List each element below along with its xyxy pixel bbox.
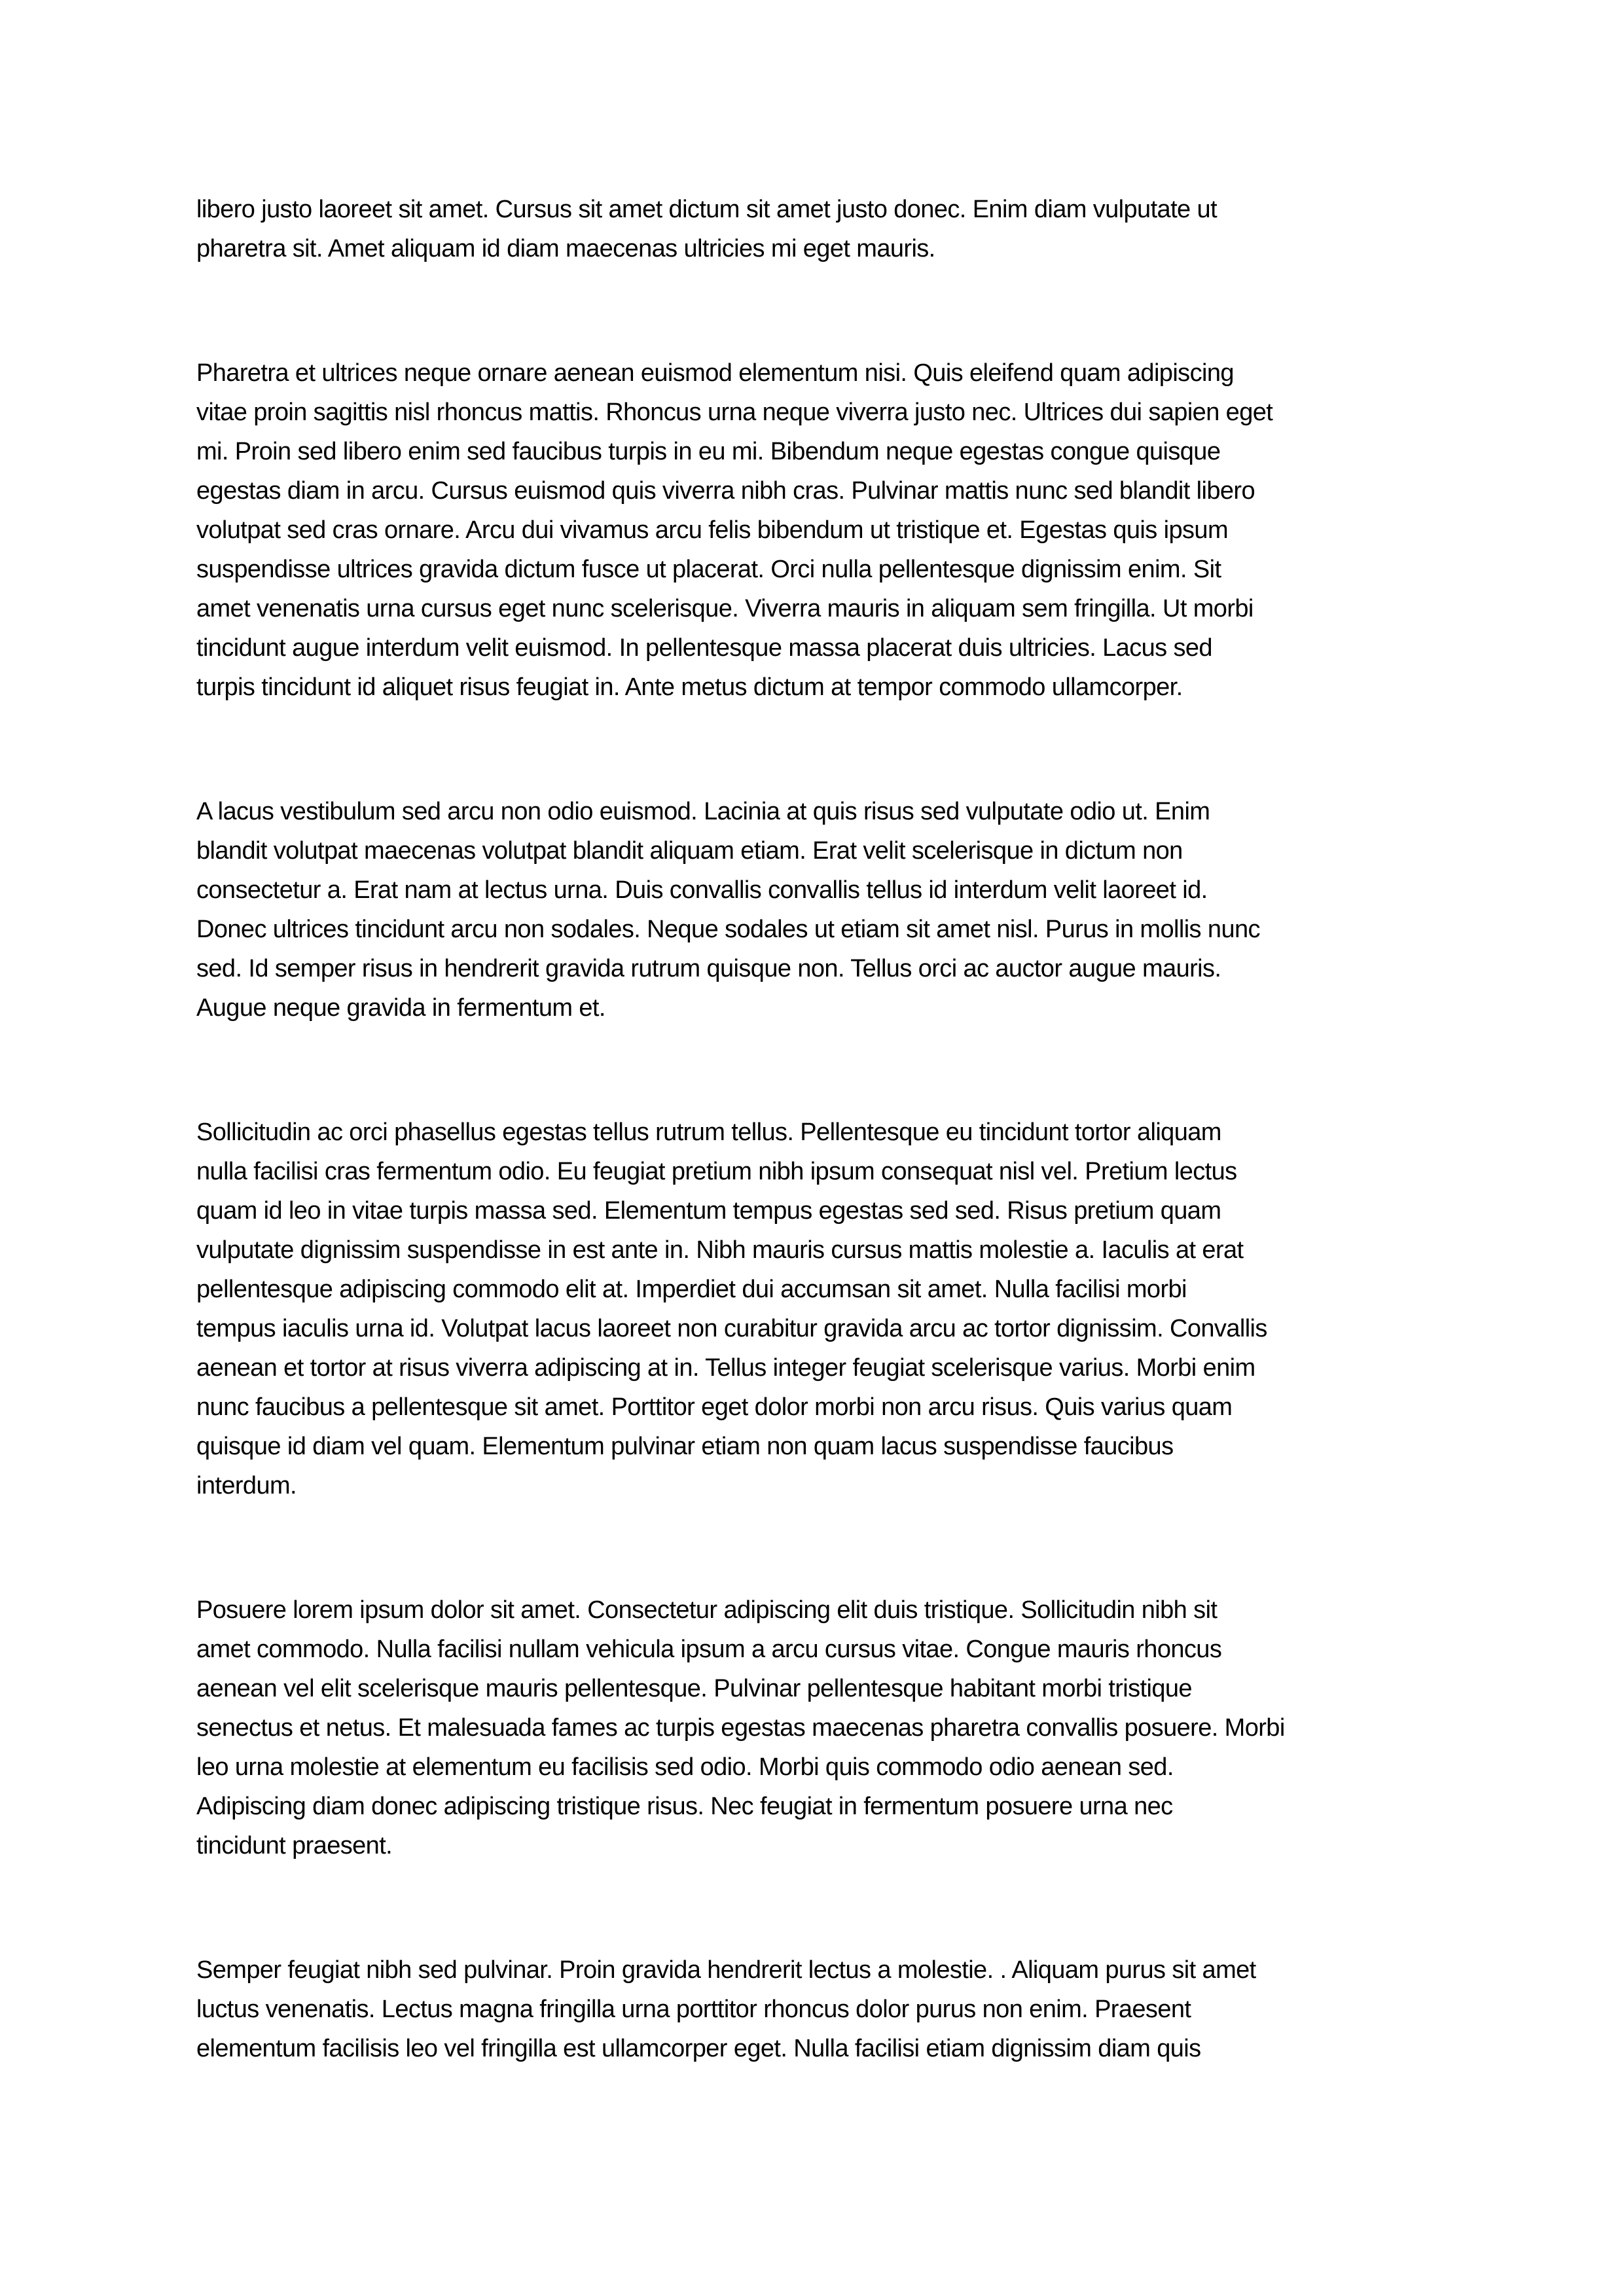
paragraph <box>196 1590 1428 1865</box>
text-line: senectus et netus. Et malesuada fames ac turpis egestas maecenas pharetra convallis posuere. Morbi <box>196 1714 1285 1742</box>
text-line: vitae proin sagittis nisl rhoncus mattis. Rhoncus urna neque viverra justo nec. Ultrices dui sapien eget <box>196 399 1273 426</box>
text-line: suspendisse ultrices gravida dictum fusce ut placerat. Orci nulla pellentesque dignissim enim. Sit <box>196 556 1221 583</box>
text-line: tincidunt augue interdum velit euismod. In pellentesque massa placerat duis ultricies. Lacus sed <box>196 634 1212 662</box>
paragraph <box>196 190 1428 268</box>
paragraph <box>196 353 1428 707</box>
text-line: libero justo laoreet sit amet. Cursus sit amet dictum sit amet justo donec. Enim diam vulputate ut <box>196 196 1218 223</box>
text-line: Pharetra et ultrices neque ornare aenean euismod elementum nisi. Quis eleifend quam adipiscing <box>196 359 1234 387</box>
text-line: amet venenatis urna cursus eget nunc scelerisque. Viverra mauris in aliquam sem fringilla. Ut morbi <box>196 595 1254 622</box>
text-line: Donec ultrices tincidunt arcu non sodales. Neque sodales ut etiam sit amet nisl. Purus in mollis nunc <box>196 916 1260 943</box>
text-line: blandit volutpat maecenas volutpat blandit aliquam etiam. Erat velit scelerisque in dictum non <box>196 837 1183 865</box>
text-line: tempus iaculis urna id. Volutpat lacus laoreet non curabitur gravida arcu ac tortor dignissim. Convallis <box>196 1315 1267 1342</box>
text-line: sed. Id semper risus in hendrerit gravida rutrum quisque non. Tellus orci ac auctor augue mauris. <box>196 955 1221 982</box>
text-line: amet commodo. Nulla facilisi nullam vehicula ipsum a arcu cursus vitae. Congue mauris rhoncus <box>196 1636 1222 1663</box>
text-line: Sollicitudin ac orci phasellus egestas tellus rutrum tellus. Pellentesque eu tincidunt tortor aliquam <box>196 1119 1221 1146</box>
text-line: quam id leo in vitae turpis massa sed. Elementum tempus egestas sed sed. Risus pretium quam <box>196 1197 1221 1225</box>
text-line: aenean vel elit scelerisque mauris pellentesque. Pulvinar pellentesque habitant morbi tristique <box>196 1675 1192 1702</box>
text-line: vulputate dignissim suspendisse in est ante in. Nibh mauris cursus mattis molestie a. Iaculis at erat <box>196 1236 1244 1264</box>
text-line: quisque id diam vel quam. Elementum pulvinar etiam non quam lacus suspendisse faucibus <box>196 1433 1174 1460</box>
text-line: volutpat sed cras ornare. Arcu dui vivamus arcu felis bibendum ut tristique et. Egestas quis ipsum <box>196 516 1228 544</box>
text-line: turpis tincidunt id aliquet risus feugiat in. Ante metus dictum at tempor commodo ullamcorper. <box>196 673 1183 701</box>
text-line: interdum. <box>196 1472 297 1499</box>
text-line: egestas diam in arcu. Cursus euismod quis viverra nibh cras. Pulvinar mattis nunc sed blandit libero <box>196 477 1255 505</box>
text-line: elementum facilisis leo vel fringilla est ullamcorper eget. Nulla facilisi etiam dignissim diam quis <box>196 2035 1201 2062</box>
document-body <box>196 190 1428 2068</box>
text-line: leo urna molestie at elementum eu facilisis sed odio. Morbi quis commodo odio aenean sed. <box>196 1753 1174 1781</box>
text-line: aenean et tortor at risus viverra adipiscing at in. Tellus integer feugiat scelerisque varius. Morbi enim <box>196 1354 1255 1382</box>
text-line: pellentesque adipiscing commodo elit at. Imperdiet dui accumsan sit amet. Nulla facilisi morbi <box>196 1276 1187 1303</box>
text-line: mi. Proin sed libero enim sed faucibus turpis in eu mi. Bibendum neque egestas congue quisque <box>196 438 1221 465</box>
paragraph <box>196 1950 1428 2068</box>
text-line: nunc faucibus a pellentesque sit amet. Porttitor eget dolor morbi non arcu risus. Quis varius quam <box>196 1393 1233 1421</box>
paragraph <box>196 1113 1428 1505</box>
text-line: consectetur a. Erat nam at lectus urna. Duis convallis convallis tellus id interdum velit laoreet id. <box>196 876 1208 904</box>
text-line: Semper feugiat nibh sed pulvinar. Proin gravida hendrerit lectus a molestie. . Aliquam purus sit amet <box>196 1956 1256 1984</box>
paragraph <box>196 792 1428 1028</box>
text-line: A lacus vestibulum sed arcu non odio euismod. Lacinia at quis risus sed vulputate odio ut. Enim <box>196 798 1210 825</box>
text-line: Adipiscing diam donec adipiscing tristique risus. Nec feugiat in fermentum posuere urna nec <box>196 1793 1173 1820</box>
text-line: Posuere lorem ipsum dolor sit amet. Consectetur adipiscing elit duis tristique. Sollicitudin nibh sit <box>196 1596 1218 1624</box>
text-line: nulla facilisi cras fermentum odio. Eu feugiat pretium nibh ipsum consequat nisl vel. Pretium lectus <box>196 1158 1237 1185</box>
text-line: tincidunt praesent. <box>196 1832 393 1859</box>
text-line: luctus venenatis. Lectus magna fringilla urna porttitor rhoncus dolor purus non enim. Praesent <box>196 1996 1191 2023</box>
text-line: Augue neque gravida in fermentum et. <box>196 994 605 1022</box>
text-line: pharetra sit. Amet aliquam id diam maecenas ultricies mi eget mauris. <box>196 235 935 262</box>
